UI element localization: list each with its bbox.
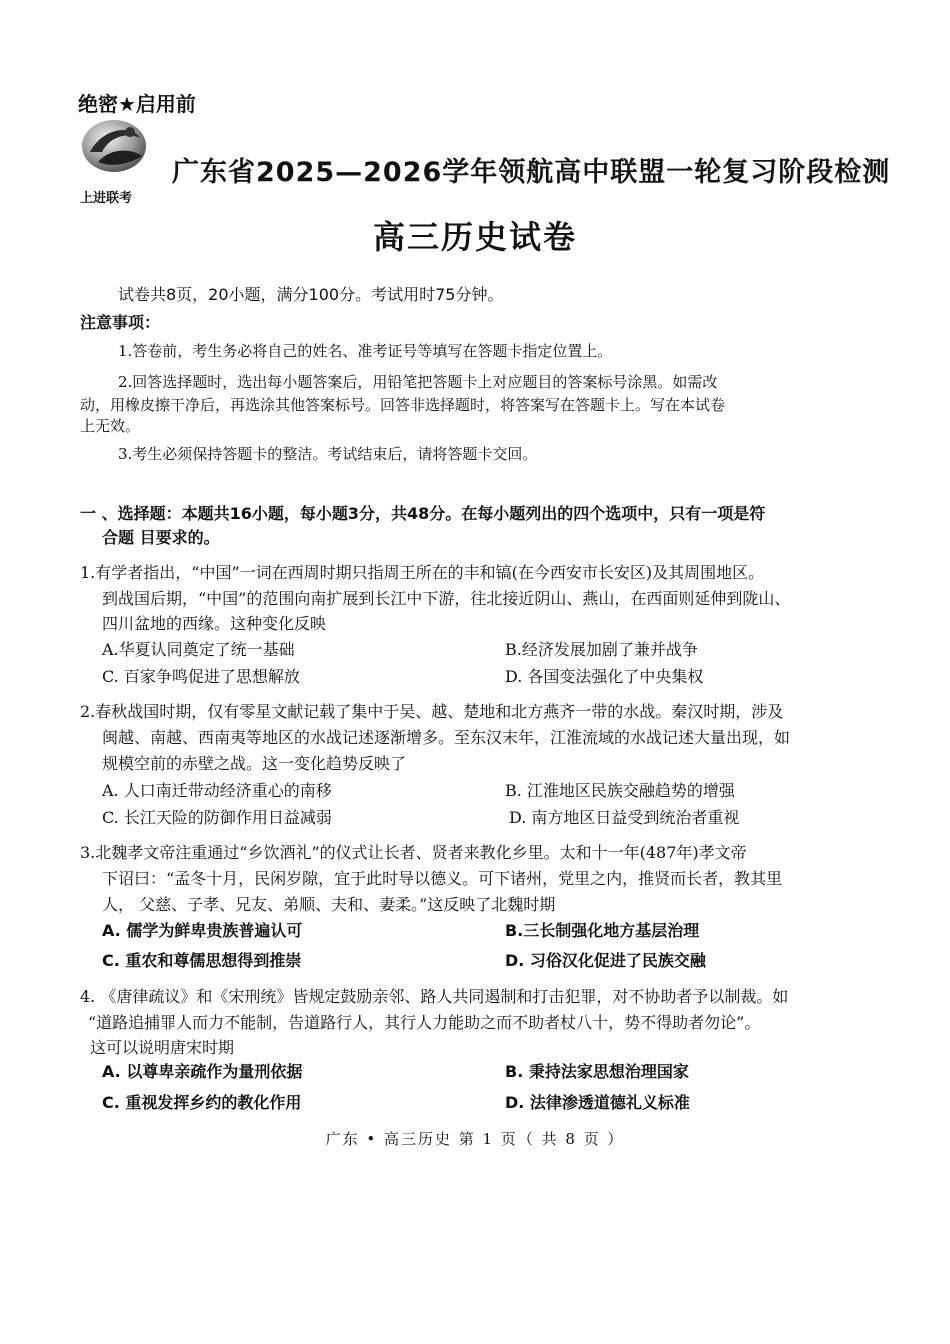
question-2-text: 规模空前的赤壁之战。这一变化趋势反映了 <box>102 754 407 773</box>
notice-item: 3.考生必须保持答题卡的整洁。考试结束后，请将答题卡交回。 <box>118 445 538 463</box>
question-3-option-a: A. 儒学为鲜卑贵族普遍认可 <box>102 921 303 940</box>
question-4-text: 4. 《唐律疏议》和《宋刑统》皆规定鼓励亲邻、路人共同遏制和打击犯罪，对不协助者予以制裁。如 <box>80 987 789 1006</box>
question-3-option-b: B.三长制强化地方基层治理 <box>505 921 700 940</box>
logo-caption: 上进联考 <box>80 191 133 206</box>
notice-item: 1.答卷前，考生务必将自己的姓名、准考证号等填写在答题卡指定位置上。 <box>118 342 613 360</box>
page-footer: 广东 • 高三历史 第 1 页（ 共 8 页 ） <box>325 1130 625 1148</box>
question-2-option-c: C. 长江天险的防御作用日益减弱 <box>102 808 332 827</box>
question-2-text: 2.春秋战国时期，仅有零星文献记载了集中于吴、越、楚地和北方燕齐一带的水战。秦汉时期，涉及 <box>80 702 784 721</box>
question-3-text: 人， 父慈、子孝、兄友、弟顺、夫和、妻柔。”这反映了北魏时期 <box>102 895 556 914</box>
question-2-option-d: D. 南方地区日益受到统治者重视 <box>509 808 740 827</box>
question-2-option-b: B. 江淮地区民族交融趋势的增强 <box>505 781 735 800</box>
notice-item: 上无效。 <box>80 417 141 435</box>
question-3-text: 下诏曰：“孟冬十月，民闲岁隙，宜于此时导以德义。可下诸州，党里之内，推贤而长者，教其里 <box>102 869 783 888</box>
question-1-text: 到战国后期，“中国”的范围向南扩展到长江中下游，往北接近阴山、燕山，在西面则延伸到陇山、 <box>102 589 791 608</box>
exam-title: 广东省2025—2026学年领航高中联盟一轮复习阶段检测 <box>172 157 891 188</box>
question-4-option-a: A. 以尊卑亲疏作为量刑依据 <box>102 1062 303 1081</box>
question-3-option-d: D. 习俗汉化促进了民族交融 <box>505 951 706 970</box>
question-4-text: 这可以说明唐宋时期 <box>90 1038 235 1057</box>
question-3-option-c: C. 重农和尊儒思想得到推崇 <box>102 951 302 970</box>
subject-title: 高三历史试卷 <box>372 218 577 256</box>
question-1-option-c: C. 百家争鸣促进了思想解放 <box>102 667 300 686</box>
question-1-option-a: A.华夏认同奠定了统一基础 <box>102 640 295 659</box>
exam-intro: 试卷共8页，20小题，满分100分。考试用时75分钟。 <box>118 285 504 304</box>
question-3-text: 3.北魏孝文帝注重通过“乡饮酒礼”的仪式让长者、贤者来教化乡里。太和十一年(487年)孝文帝 <box>80 843 747 862</box>
question-1-text: 四川盆地的西缘。这种变化反映 <box>102 614 327 633</box>
question-4-option-b: B. 秉持法家思想治理国家 <box>505 1062 689 1081</box>
question-1-text: 1.有学者指出，“中国”一词在西周时期只指周王所在的丰和镐(在今西安市长安区)及其周围地区。 <box>80 563 765 582</box>
confidential-label: 绝密★启用前 <box>78 92 196 116</box>
notice-item: 动，用橡皮擦干净后，再选涂其他答案标号。回答非选择题时，将答案写在答题卡上。写在本试卷 <box>80 396 726 414</box>
exam-logo-icon <box>80 118 152 174</box>
question-2-text: 闽越、南越、西南夷等地区的水战记述逐渐增多。至东汉末年，江淮流域的水战记述大量出现，如 <box>102 728 791 747</box>
notice-item: 2.回答选择题时，选出每小题答案后，用铅笔把答题卡上对应题目的答案标号涂黑。如需改 <box>118 373 718 391</box>
question-2-option-a: A. 人口南迁带动经济重心的南移 <box>102 781 332 800</box>
section-heading-cont: 合题 目要求的。 <box>102 528 220 547</box>
question-4-text: “道路追捕罪人而力不能制，告道路行人，其行人力能助之而不助者杖八十，势不得助者勿论”。 <box>88 1013 761 1032</box>
question-1-option-b: B.经济发展加剧了兼并战争 <box>505 640 698 659</box>
question-1-option-d: D. 各国变法强化了中央集权 <box>505 667 704 686</box>
section-heading: 一 、选择题：本题共16小题，每小题3分，共48分。在每小题列出的四个选项中，只有一项是符 <box>80 504 766 523</box>
notice-heading: 注意事项： <box>80 313 161 332</box>
question-4-option-c: C. 重视发挥乡约的教化作用 <box>102 1093 302 1112</box>
question-4-option-d: D. 法律渗透道德礼义标准 <box>505 1093 690 1112</box>
